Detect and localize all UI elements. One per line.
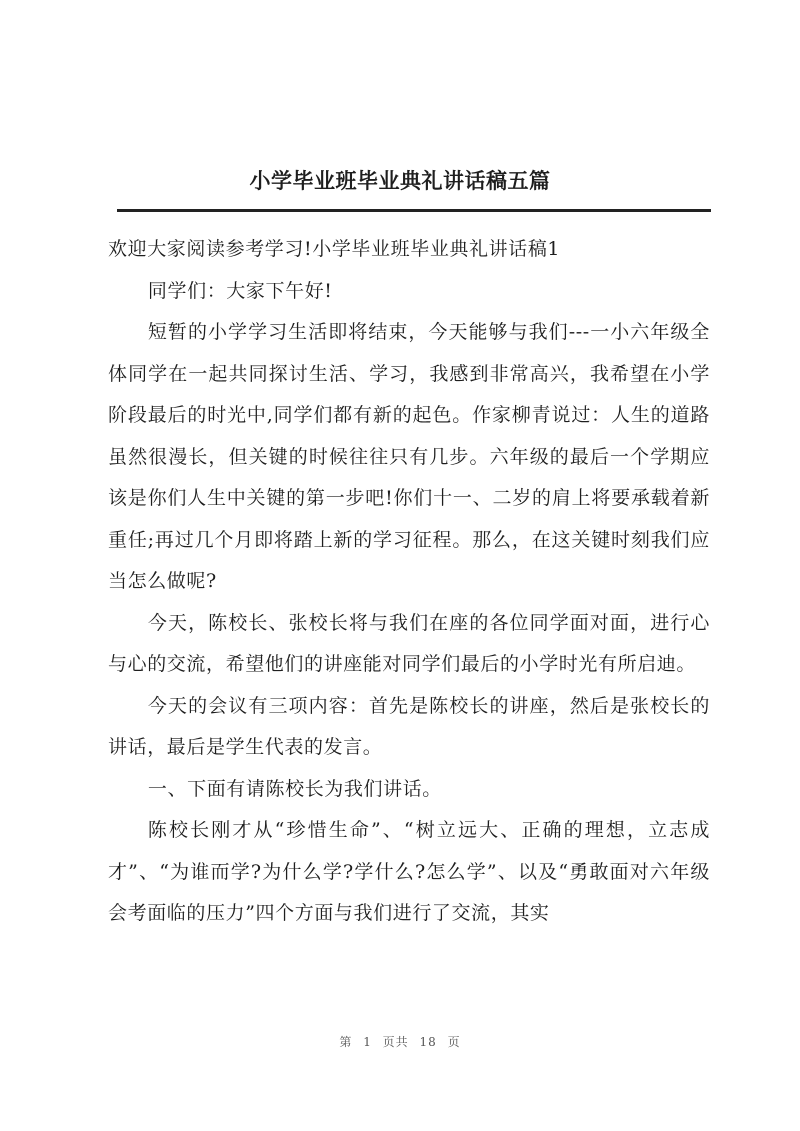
document-title: 小学毕业班毕业典礼讲话稿五篇: [249, 168, 551, 193]
paragraph-greeting: 同学们：大家下午好!: [147, 279, 333, 302]
page-number-footer: 第 1 页共 18 页: [339, 1035, 461, 1049]
paragraph-invite-chen: 一、下面有请陈校长为我们讲话。: [147, 777, 442, 800]
title-divider: [117, 209, 711, 212]
paragraph-agenda: 今天的会议有三项内容：首先是陈校长的讲座，然后是张校长的讲话，最后是学生代表的发言。: [108, 694, 710, 758]
paragraph-principals: 今天，陈校长、张校长将与我们在座的各位同学面对面，进行心与心的交流，希望他们的讲座能对同学们最后的小学时光有所启迪。: [108, 611, 710, 675]
document-body: [108, 229, 710, 935]
intro-line: 欢迎大家阅读参考学习!小学毕业班毕业典礼讲话稿1: [108, 238, 561, 260]
paragraph-chen-summary: 陈校长刚才从“珍惜生命”、“树立远大、正确的理想，立志成才”、“为谁而学?为什么学?学什么?怎么学”、以及“勇敢面对六年级会考面临的压力”四个方面与我们进行了交流，其实: [108, 819, 710, 924]
paragraph-opening: 短暂的小学学习生活即将结束，今天能够与我们---一小六年级全体同学在一起共同探讨生活、学习，我感到非常高兴，我希望在小学阶段最后的时光中,同学们都有新的起色。作家柳青说过：人生的道路虽然很漫长，但关键的时候往往只有几步。六年级的最后一个学期应该是你们人生中关键的第一步吧!你们十一、二岁的肩上将要承载着新重任;再过几个月即将踏上新的学习征程。那么，在这关键时刻我们应当怎么做呢?: [108, 321, 710, 592]
